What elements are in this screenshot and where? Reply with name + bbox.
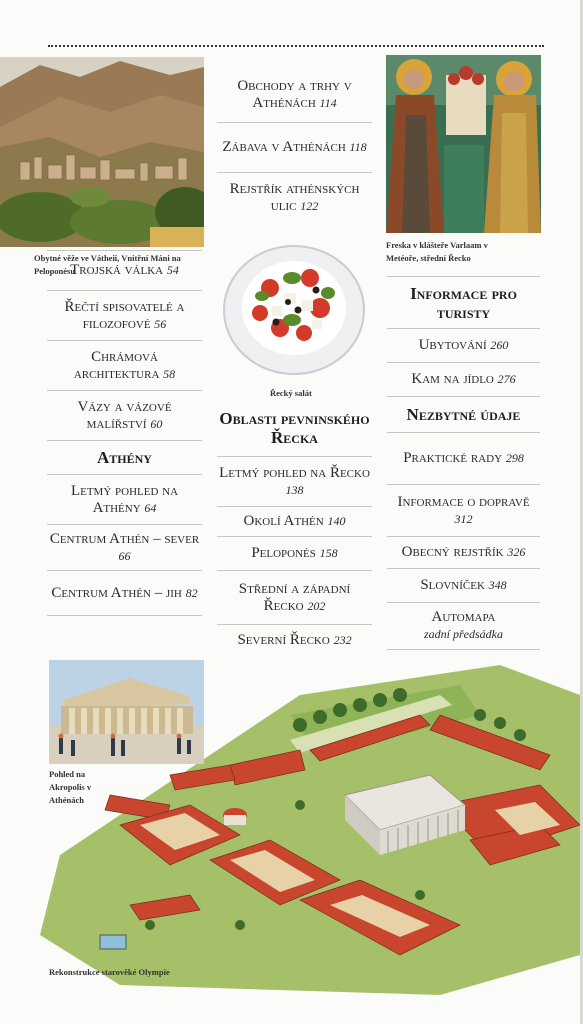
left-contents-column (47, 250, 202, 616)
vatheia-photo (0, 57, 204, 247)
toc-entry[interactable]: Praktické rady 298 (387, 432, 540, 484)
toc-entry[interactable]: Obecný rejstřík 326 (387, 536, 540, 568)
toc-entry[interactable]: Kam na jídlo 276 (387, 362, 540, 396)
toc-entry[interactable]: Obchody a trhy v Athénách 114 (237, 78, 352, 111)
toc-entry[interactable]: Centrum Athén – sever 66 (47, 524, 202, 570)
toc-entry[interactable]: Vázy a vázové malířství 60 (47, 390, 202, 440)
toc-entry[interactable]: Severní Řecko 232 (217, 624, 372, 656)
acropolis-photo (49, 660, 204, 764)
fresco-caption: Freska v klášteře Varlaam v Metéoře, střední Řecko (386, 240, 488, 263)
dotted-top-rule (48, 45, 544, 47)
toc-entry[interactable]: Slovníček 348 (387, 568, 540, 602)
section-heading-tourist-info: Informace pro turisty (387, 276, 540, 328)
middle-contents-column (217, 68, 372, 222)
section-heading-athens: Athény (47, 440, 202, 474)
toc-entry[interactable]: Chrámová architektura 58 (47, 340, 202, 390)
middle-contents-column-lower (217, 400, 372, 656)
fresco-photo (386, 55, 541, 233)
toc-entry[interactable]: Zábava v Athénách 118 (217, 122, 372, 172)
olympia-caption: Rekonstrukce starověké Olympie (49, 967, 170, 977)
right-contents-column (387, 276, 540, 650)
toc-entry[interactable]: Informace o dopravě 312 (387, 484, 540, 536)
vatheia-caption: Obytné věže ve Vátheii, Vnitřní Máni na Peloponésu (34, 253, 181, 276)
toc-entry[interactable]: Střední a západní Řecko 202 (217, 570, 372, 624)
toc-entry[interactable]: Trojská válka 54 (47, 250, 202, 290)
section-heading-mainland: Oblasti pevninského Řecka (219, 409, 370, 447)
acropolis-caption: Pohled na Akropolis v Athénách (49, 769, 92, 805)
toc-entry[interactable]: Ubytování 260 (387, 328, 540, 362)
section-heading-essentials: Nezbytné údaje (387, 396, 540, 432)
toc-entry[interactable]: Letmý pohled na Řecko 138 (217, 456, 372, 506)
toc-entry[interactable]: Okolí Athén 140 (217, 506, 372, 536)
salad-caption: Řecký salát (270, 388, 312, 398)
toc-entry[interactable]: Peloponés 158 (217, 536, 372, 570)
toc-entry[interactable]: Letmý pohled na Athény 64 (47, 474, 202, 524)
toc-entry[interactable]: Rejstřík athénských ulic 122 (217, 172, 372, 222)
toc-entry[interactable]: Automapa zadní předsádka (387, 602, 540, 650)
salad-photo (220, 238, 368, 378)
toc-entry[interactable]: Řečtí spisovatelé a filozofové 56 (47, 290, 202, 340)
toc-entry[interactable]: Centrum Athén – jih 82 (47, 570, 202, 616)
